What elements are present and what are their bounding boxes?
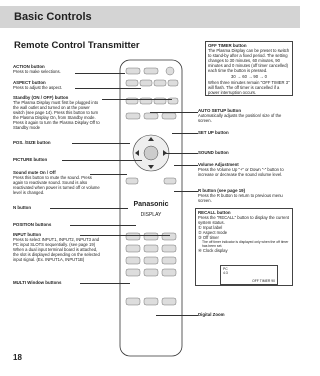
n-button-label: N button xyxy=(13,205,32,210)
recall-item-1: ① Input label xyxy=(198,225,223,230)
leader-line xyxy=(50,208,128,209)
vol-minus-key xyxy=(144,113,158,119)
page-title: Basic Controls xyxy=(14,11,92,23)
leader-line xyxy=(80,283,130,284)
action-key xyxy=(126,80,138,86)
volume-label: Volume Adjustment Press the Volume Up "+" or Down "-" button to increase or decrease the sound volume level. xyxy=(198,162,284,177)
setup-label: SET UP button xyxy=(198,130,229,135)
off-timer-box: OFF TIMER button The Plasma Display can be preset to switch to stand-by after a fixed period. The setting changes to 30 minutes, 60 minutes, 90 minutes and 0 minutes (off timer cancelled) each time the button is pressed. 30 → 60 → 90 → 0 When three minutes remain "OFF TIMER 3" will flash. The off timer is cancelled if a power interruption occurs. xyxy=(205,41,293,96)
digital-zoom-label: Digital Zoom xyxy=(198,312,225,317)
input-button-label: INPUT button Press to select INPUT1, INPUT2, INPUT3 and PC input SLOTS sequentially. (see page 19) When a dual input terminal board is attached, the slot is displayed depending on the selected input signal. (Ex. INPUT1A, INPUT1B) xyxy=(13,232,100,262)
leader-line xyxy=(90,174,127,175)
leader-line xyxy=(164,153,198,154)
auto-setup-label: AUTO SETUP button Automatically adjusts the position/ size of the screen. xyxy=(198,108,282,123)
leader-line xyxy=(75,88,141,89)
remote-model: DISPLAY xyxy=(140,212,162,218)
action-button-label: ACTION button Press to make selections. xyxy=(13,64,61,74)
leader-line xyxy=(102,99,172,100)
leader-line xyxy=(156,315,198,316)
auto-setup-key xyxy=(154,80,166,86)
recall-screen-illustration: PC 4:3 OFF TIMER 90 xyxy=(220,265,278,285)
page-number: 18 xyxy=(13,353,22,362)
n-key xyxy=(126,178,138,184)
leader-line xyxy=(80,235,170,236)
action-center-key xyxy=(144,146,158,160)
r-button-label: R button (see page 19) Press the R button to return to previous menu screen. xyxy=(198,188,283,203)
setup-key xyxy=(168,80,178,86)
off-timer-key xyxy=(126,68,140,74)
leader-line xyxy=(72,143,130,144)
mute-key xyxy=(126,113,140,119)
recall-item-3: ③ Off timer xyxy=(198,235,219,240)
recall-key xyxy=(144,68,158,74)
multi-window-label: MULTI Window buttons xyxy=(13,280,62,285)
pos-size-button-label: POS. /SIZE button xyxy=(13,140,51,145)
leader-line xyxy=(70,225,136,226)
leader-line xyxy=(172,133,198,134)
aspect-key xyxy=(140,80,152,86)
off-timer-sequence: 30 → 60 → 90 → 0 xyxy=(231,74,267,79)
recall-item-2: ② Aspect mode xyxy=(198,230,228,235)
aspect-button-label: ASPECT button Press to adjust the aspect. xyxy=(13,80,63,90)
input-key xyxy=(164,178,176,184)
picture-button-label: PICTURE button xyxy=(13,157,48,162)
leader-line xyxy=(150,112,198,113)
leader-line xyxy=(62,160,142,161)
leader-line xyxy=(174,191,198,192)
position-buttons-label: POSITION buttons xyxy=(13,222,52,227)
remote-body xyxy=(120,60,182,356)
mute-button-label: Sound mute On / Off Press this button to mute the sound. Press again to reactivate sound. Sound is also reactivated when power is turned off or volume level is changed. xyxy=(13,170,100,195)
vol-plus-key xyxy=(162,113,176,119)
recall-item-4: ④ Clock display xyxy=(198,248,228,253)
section-title: Remote Control Transmitter xyxy=(14,40,140,51)
recall-box: RECALL button Press the "RECALL" button to display the current system status. ① Input label ② Aspect mode ③ Off timer The off timer indicator is displayed only when the off timer has been set. ④ Clock display PC 4:3 OFF TIMER 90 xyxy=(195,208,293,286)
leader-line xyxy=(75,73,125,74)
leader-line xyxy=(174,165,198,166)
standby-button-label: Standby (ON / OFF) button The Plasma Display must first be plugged into the wall outlet and turned on at the power switch (see page 14). Press this button to turn the Plasma Display On, from Standby mode. Press it again to turn the Plasma Display Off to Standby mode xyxy=(13,95,100,130)
sound-label: SOUND button xyxy=(198,150,229,155)
standby-key xyxy=(166,67,174,75)
remote-brand: Panasonic xyxy=(133,201,169,208)
